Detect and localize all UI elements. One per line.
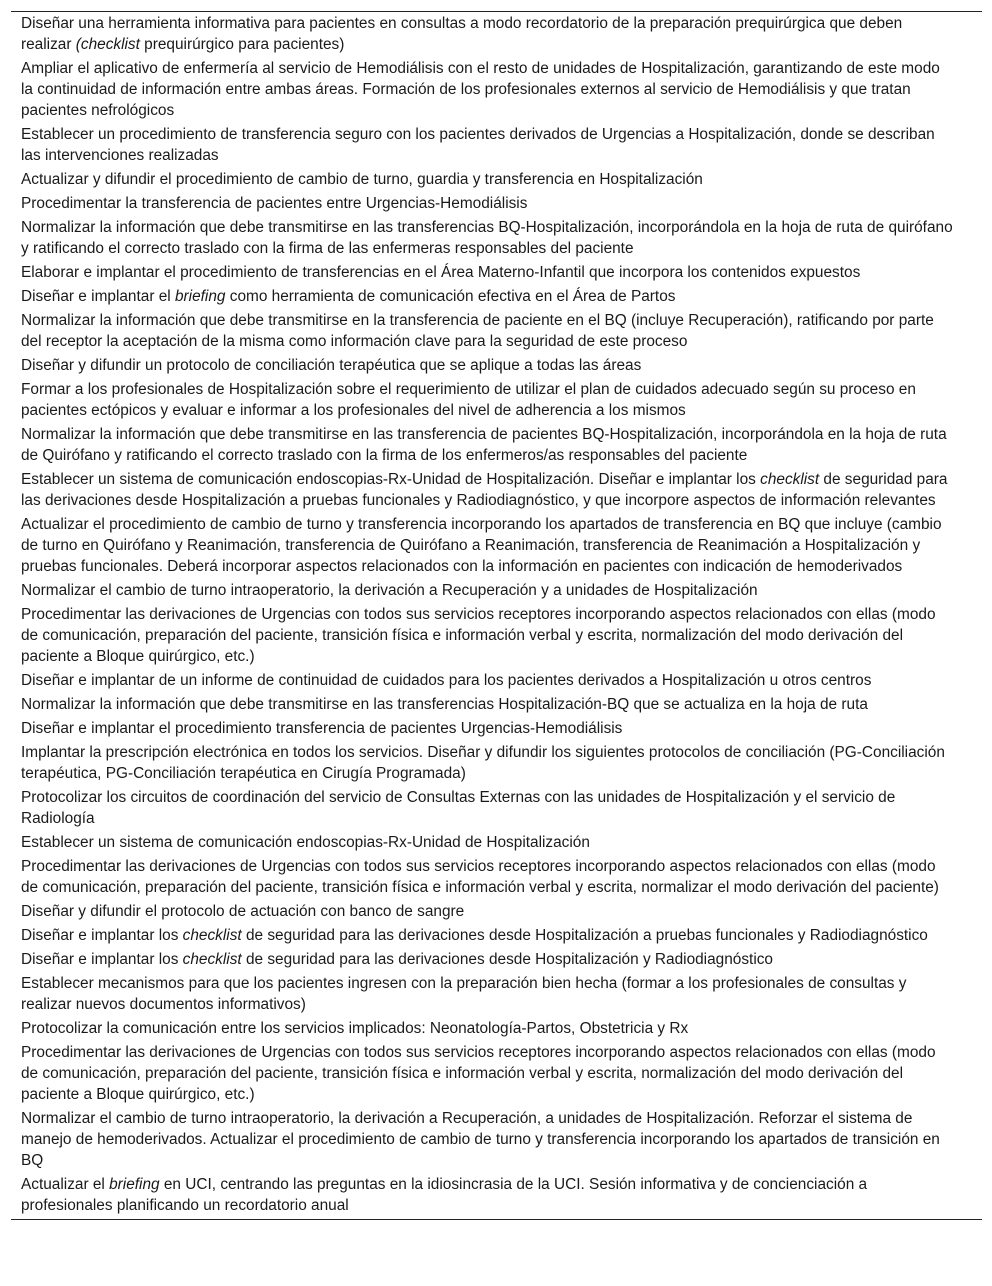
table-row (11, 12, 982, 57)
table-cell (21, 1020, 688, 1037)
cell-text: prequirúrgico para pacientes) (139, 36, 345, 53)
table-cell (21, 606, 936, 665)
cell-text: de seguridad para las derivaciones desde Hospitalización a pruebas funcionales y Radiodiagnóstico, y que incorpore aspectos de información relevantes (21, 471, 948, 509)
table-row (11, 285, 982, 309)
table-cell (21, 288, 675, 305)
cell-text: Procedimentar las derivaciones de Urgencias con todos sus servicios receptores incorporando aspectos relacionados con ellas (modo de comunicación, preparación del paciente, transición física e información verbal y escrita, normalización del modo derivación del paciente a Bloque quirúrgico, etc.) (21, 1044, 936, 1103)
table-row (11, 354, 982, 378)
cell-text: Diseñar una herramienta informativa para pacientes en consultas a modo recordatorio de la preparación prequirúrgica que deben realizar (21, 15, 903, 53)
table-cell (21, 1176, 867, 1214)
table-cell (21, 858, 939, 896)
table-cell (21, 219, 953, 257)
table-cell (21, 1044, 936, 1103)
table-row (11, 669, 982, 693)
table-cell (21, 381, 916, 419)
cell-text: Normalizar la información que debe transmitirse en las transferencias BQ-Hospitalización, incorporándola en la hoja de ruta de quirófano y ratificando el correcto traslado con la firma de las enfermeras responsables del paciente (21, 219, 953, 257)
table-cell (21, 744, 945, 782)
table-row (11, 855, 982, 900)
table-row (11, 741, 982, 786)
table-row (11, 468, 982, 513)
cell-text: Normalizar la información que debe transmitirse en las transferencia de pacientes BQ-Hospitalización, incorporándola en la hoja de ruta de Quirófano y ratificando el correcto traslado con la firma de los enfermeros/as responsables del paciente (21, 426, 947, 464)
table-row (11, 948, 982, 972)
italic-term: checklist (760, 471, 820, 488)
table-row (11, 717, 982, 741)
cell-text: Ampliar el aplicativo de enfermería al servicio de Hemodiálisis con el resto de unidades de Hospitalización, garantizando de este modo la continuidad de información entre ambas áreas. Formación de los profesionales externos al servicio de Hemodiálisis y que tratan pacientes nefrológicos (21, 60, 940, 119)
cell-text: Diseñar e implantar el (21, 288, 175, 305)
cell-text: Actualizar y difundir el procedimiento de cambio de turno, guardia y transferencia en Hospitalización (21, 171, 703, 188)
table-cell (21, 126, 935, 164)
table-cell (21, 357, 641, 374)
cell-text: Protocolizar los circuitos de coordinación del servicio de Consultas Externas con las unidades de Hospitalización y el servicio de Radiología (21, 789, 896, 827)
italic-term: briefing (174, 288, 226, 305)
table-row (11, 900, 982, 924)
cell-text: de seguridad para las derivaciones desde Hospitalización a pruebas funcionales y Radiodiagnóstico (241, 927, 928, 944)
table-row (11, 423, 982, 468)
table-cell (21, 927, 928, 944)
italic-term: checklist (182, 927, 242, 944)
cell-text: Implantar la prescripción electrónica en todos los servicios. Diseñar y difundir los siguientes protocolos de conciliación (PG-Conciliación terapéutica, PG-Conciliación terapéutica en Cirugía Programada) (21, 744, 945, 782)
table-cell (21, 195, 527, 212)
cell-text: Diseñar y difundir el protocolo de actuación con banco de sangre (21, 903, 465, 920)
table-cell (21, 672, 871, 689)
table-row (11, 378, 982, 423)
table-cell (21, 312, 934, 350)
table-row (11, 579, 982, 603)
cell-text: Elaborar e implantar el procedimiento de transferencias en el Área Materno-Infantil que incorpora los contenidos expuestos (21, 264, 861, 281)
cell-text: como herramienta de comunicación efectiva en el Área de Partos (225, 288, 676, 305)
cell-text: Normalizar el cambio de turno intraoperatorio, la derivación a Recuperación, a unidades de Hospitalización. Reforzar el sistema de manejo de hemoderivados. Actualizar el procedimiento de cambio de turno y transferencia incorporando los apartados de transición en BQ (21, 1110, 940, 1169)
table-cell (21, 720, 622, 737)
table-cell (21, 15, 902, 53)
table-cell (21, 696, 868, 713)
table-cell (21, 516, 942, 575)
cell-text: de seguridad para las derivaciones desde Hospitalización y Radiodiagnóstico (241, 951, 773, 968)
italic-term: (checklist (75, 36, 140, 53)
table-cell (21, 171, 703, 188)
table-row (11, 972, 982, 1017)
cell-text: Procedimentar las derivaciones de Urgencias con todos sus servicios receptores incorporando aspectos relacionados con ellas (modo de comunicación, preparación del paciente, transición física e información verbal y escrita, normalización del modo derivación del paciente a Bloque quirúrgico, etc.) (21, 606, 936, 665)
cell-text: Establecer un procedimiento de transferencia seguro con los pacientes derivados de Urgencias a Hospitalización, donde se describan las intervenciones realizadas (21, 126, 935, 164)
table-row (11, 1017, 982, 1041)
table-row (11, 513, 982, 579)
table-cell (21, 426, 947, 464)
cell-text: Establecer un sistema de comunicación endoscopias-Rx-Unidad de Hospitalización (21, 834, 590, 851)
table-row (11, 309, 982, 354)
table-cell (21, 471, 948, 509)
table-cell (21, 264, 860, 281)
cell-text: Formar a los profesionales de Hospitalización sobre el requerimiento de utilizar el plan de cuidados adecuado según su proceso en pacientes ectópicos y evaluar e informar a los profesionales del nivel de adherencia a los mismos (21, 381, 916, 419)
cell-text: Normalizar la información que debe transmitirse en la transferencia de paciente en el BQ (incluye Recuperación), ratificando por parte del receptor la aceptación de la misma como información clave para la seguridad de este proceso (21, 312, 934, 350)
table-row (11, 216, 982, 261)
table-row (11, 1107, 982, 1173)
table-row (11, 924, 982, 948)
table-row (11, 168, 982, 192)
table-cell (21, 951, 773, 968)
table-row (11, 786, 982, 831)
table-row (11, 1041, 982, 1107)
cell-text: Normalizar la información que debe transmitirse en las transferencias Hospitalización-BQ que se actualiza en la hoja de ruta (21, 696, 868, 713)
table-row (11, 261, 982, 285)
cell-text: Diseñar e implantar los (21, 951, 183, 968)
table-row (11, 831, 982, 855)
cell-text: en UCI, centrando las preguntas en la idiosincrasia de la UCI. Sesión informativa y de concienciación a profesionales planificando un recordatorio anual (21, 1176, 868, 1214)
cell-text: Actualizar el procedimiento de cambio de turno y transferencia incorporando los apartados de transferencia en BQ que incluye (cambio de turno en Quirófano y Reanimación, transferencia de Quirófano a Reanimación, transferencia de Reanimación a Hospitalización y pruebas funcionales. Deberá incorporar aspectos relacionados con la información en pacientes con indicación de hemoderivados (21, 516, 942, 575)
cell-text: Diseñar e implantar de un informe de continuidad de cuidados para los pacientes derivados a Hospitalización u otros centros (21, 672, 872, 689)
italic-term: briefing (109, 1176, 160, 1193)
table-cell (21, 1110, 940, 1169)
table-row (11, 1173, 982, 1218)
table-row (11, 693, 982, 717)
table-cell (21, 60, 940, 119)
cell-text: Diseñar e implantar los (21, 927, 183, 944)
cell-text: Diseñar e implantar el procedimiento transferencia de pacientes Urgencias-Hemodiálisis (21, 720, 623, 737)
table-row (11, 192, 982, 216)
table-cell (21, 975, 906, 1013)
table-cell (21, 834, 590, 851)
cell-text: Diseñar y difundir un protocolo de conciliación terapéutica que se aplique a todas las áreas (21, 357, 642, 374)
cell-text: Procedimentar la transferencia de pacientes entre Urgencias-Hemodiálisis (21, 195, 528, 212)
cell-text: Actualizar el (21, 1176, 110, 1193)
table-row (11, 57, 982, 123)
table-body (11, 12, 982, 1219)
actions-table (11, 11, 982, 1220)
cell-text: Establecer mecanismos para que los pacientes ingresen con la preparación bien hecha (formar a los profesionales de consultas y realizar nuevos documentos informativos) (21, 975, 907, 1013)
table-cell (21, 582, 758, 599)
italic-term: checklist (182, 951, 242, 968)
table-cell (21, 903, 464, 920)
table-cell (21, 789, 895, 827)
cell-text: Protocolizar la comunicación entre los servicios implicados: Neonatología-Partos, Obstetricia y Rx (21, 1020, 689, 1037)
cell-text: Establecer un sistema de comunicación endoscopias-Rx-Unidad de Hospitalización. Diseñar e implantar los (21, 471, 761, 488)
table-row (11, 603, 982, 669)
table-row (11, 123, 982, 168)
cell-text: Normalizar el cambio de turno intraoperatorio, la derivación a Recuperación y a unidades de Hospitalización (21, 582, 758, 599)
cell-text: Procedimentar las derivaciones de Urgencias con todos sus servicios receptores incorporando aspectos relacionados con ellas (modo de comunicación, preparación del paciente, transición física e información verbal y escrita, normalizar el modo derivación del paciente) (21, 858, 939, 896)
